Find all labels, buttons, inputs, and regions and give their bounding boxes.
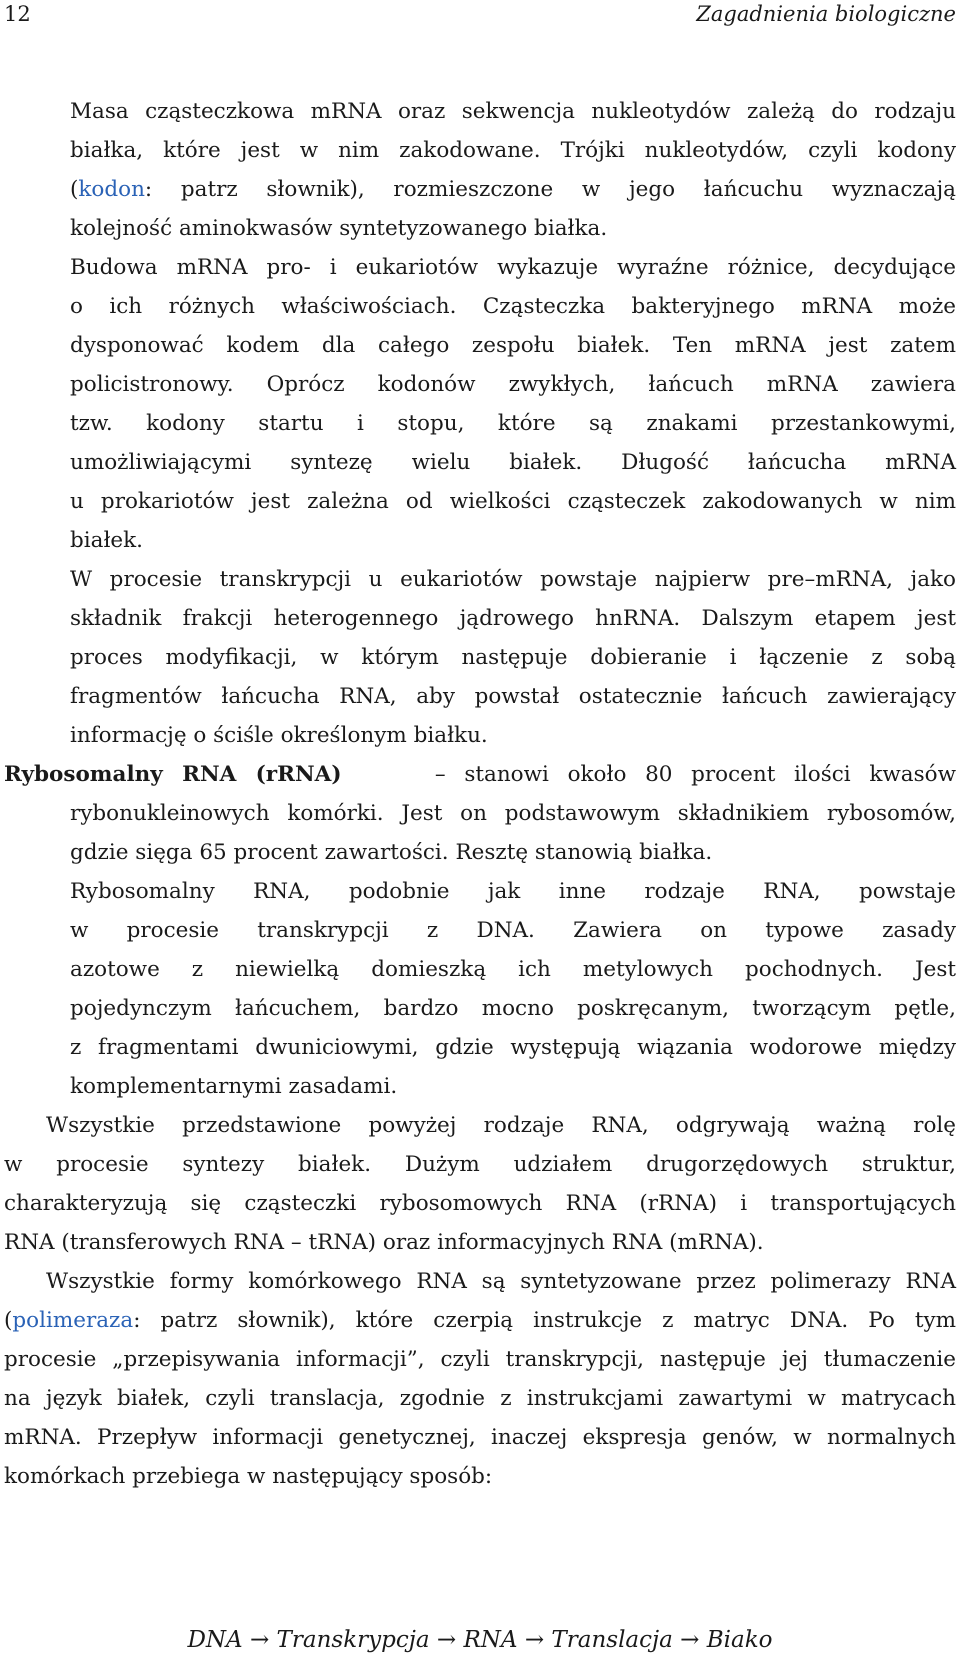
text-fragment: : patrz słownik), które czerpią instrukcje z matryc DNA. Po tym (133, 1308, 956, 1333)
text-line: policistronowy. Oprócz kodonów zwykłych, łańcuch mRNA zawiera (70, 372, 956, 397)
text-line: składnik frakcji heterogennego jądrowego hnRNA. Dalszym etapem jest (70, 606, 956, 631)
running-title: Zagadnienia biologiczne (696, 2, 956, 26)
text-line: Masa cząsteczkowa mRNA oraz sekwencja nukleotydów zależą do rodzaju (70, 99, 956, 124)
text-line: na język białek, czyli translacja, zgodnie z instrukcjami zawartymi w matrycach (4, 1386, 956, 1411)
text-line: białek. (70, 528, 144, 553)
paren-open: ( (4, 1308, 13, 1333)
text-line: charakteryzują się cząsteczki rybosomowych RNA (rRNA) i transportujących (4, 1191, 956, 1216)
text-line: o ich różnych właściwościach. Cząsteczka bakteryjnego mRNA może (70, 294, 956, 319)
text-line: z fragmentami dwuniciowymi, gdzie występują wiązania wodorowe między (70, 1035, 956, 1060)
text-line: informację o ściśle określonym białku. (70, 723, 488, 748)
text-line: umożliwiającymi syntezę wielu białek. Długość łańcucha mRNA (70, 450, 956, 475)
text-fragment: : patrz słownik), rozmieszczone w jego łańcuchu wyznaczają (144, 177, 956, 202)
rrna-term: Rybosomalny RNA (rRNA) (4, 762, 342, 787)
rrna-definition-line (4, 755, 956, 795)
paren-open: ( (70, 177, 79, 202)
text-line: mRNA. Przepływ informacji genetycznej, inaczej ekspresja genów, w normalnych (4, 1425, 956, 1450)
text-line: komórkach przebiega w następujący sposób: (4, 1464, 493, 1489)
central-dogma-formula: DNA → Transkrypcja → RNA → Translacja → Biako (187, 1627, 773, 1653)
polimeraza-glossary-link[interactable]: polimeraza (12, 1308, 134, 1333)
text-line: azotowe z niewielką domieszką ich metylowych pochodnych. Jest (70, 957, 956, 982)
text-line: dysponować kodem dla całego zespołu białek. Ten mRNA jest zatem (70, 333, 956, 358)
text-line (70, 170, 956, 210)
text-line: w procesie transkrypcji z DNA. Zawiera on typowe zasady (70, 918, 956, 943)
page-number: 12 (4, 2, 31, 26)
text-fragment: – stanowi około 80 procent ilości kwasów (434, 762, 956, 787)
kodon-glossary-link[interactable]: kodon (78, 177, 145, 202)
text-line: RNA (transferowych RNA – tRNA) oraz informacyjnych RNA (mRNA). (4, 1230, 764, 1255)
text-line: Wszystkie formy komórkowego RNA są syntetyzowane przez polimerazy RNA (46, 1269, 956, 1294)
text-line: białka, które jest w nim zakodowane. Trójki nukleotydów, czyli kodony (70, 138, 956, 163)
text-line: gdzie sięga 65 procent zawartości. Resztę stanowią białka. (70, 840, 713, 865)
text-line: rybonukleinowych komórki. Jest on podstawowym składnikiem rybosomów, (70, 801, 956, 826)
text-line: kolejność aminokwasów syntetyzowanego białka. (70, 216, 608, 241)
text-line: tzw. kodony startu i stopu, które są znakami przestankowymi, (70, 411, 956, 436)
text-line: komplementarnymi zasadami. (70, 1074, 398, 1099)
text-line: Rybosomalny RNA, podobnie jak inne rodzaje RNA, powstaje (70, 879, 956, 904)
text-line: procesie „przepisywania informacji”, czyli transkrypcji, następuje jej tłumaczenie (4, 1347, 956, 1372)
text-line: Wszystkie przedstawione powyżej rodzaje RNA, odgrywają ważną rolę (46, 1113, 956, 1138)
text-line: pojedynczym łańcuchem, bardzo mocno poskręcanym, tworzącym pętle, (70, 996, 956, 1021)
text-line: Budowa mRNA pro- i eukariotów wykazuje wyraźne różnice, decydujące (70, 255, 956, 280)
text-line: fragmentów łańcucha RNA, aby powstał ostatecznie łańcuch zawierający (70, 684, 956, 709)
text-line: u prokariotów jest zależna od wielkości cząsteczek zakodowanych w nim (70, 489, 956, 514)
text-line: proces modyfikacji, w którym następuje dobieranie i łączenie z sobą (70, 645, 956, 670)
text-line: w procesie syntezy białek. Dużym udziałem drugorzędowych struktur, (4, 1152, 956, 1177)
text-line (4, 1301, 956, 1341)
text-line: W procesie transkrypcji u eukariotów powstaje najpierw pre–mRNA, jako (70, 567, 956, 592)
page-header (0, 0, 960, 30)
